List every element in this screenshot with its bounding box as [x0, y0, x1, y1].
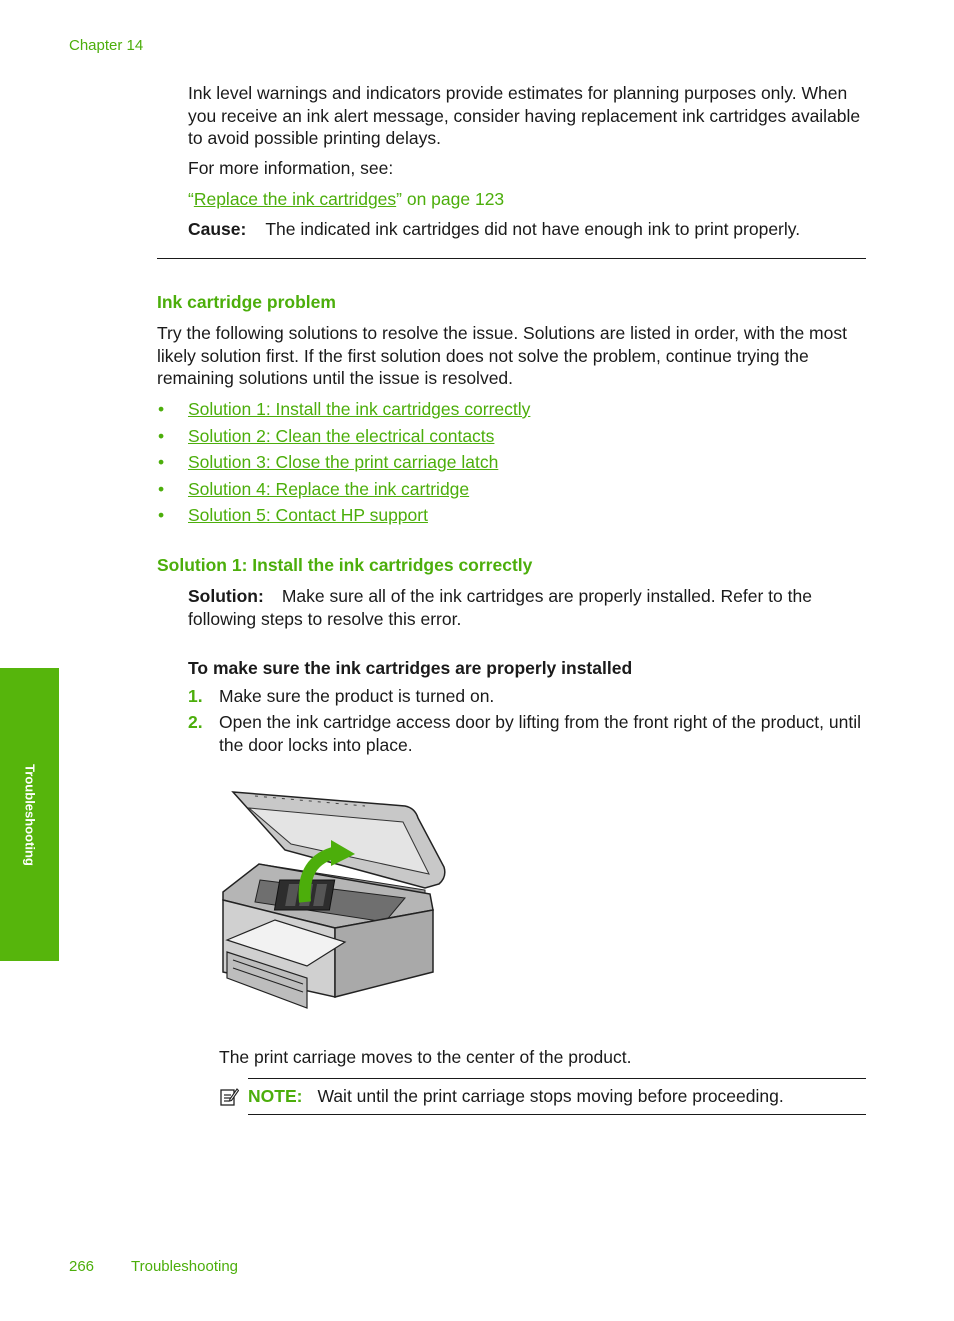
page-reference: ” on page 123	[396, 189, 505, 209]
replace-cartridges-link[interactable]: Replace the ink cartridges	[193, 189, 397, 209]
open-quote: “	[188, 189, 194, 209]
solution-3-link[interactable]: Solution 3: Close the print carriage latch	[188, 452, 499, 472]
solutions-list	[158, 398, 531, 531]
replace-cartridges-reference[interactable]	[188, 188, 504, 211]
list-item	[158, 451, 530, 478]
bullet: •	[158, 478, 165, 499]
bullet: •	[158, 425, 165, 446]
bullet: •	[158, 399, 165, 419]
list-item	[158, 425, 530, 452]
note-label: NOTE:	[248, 1086, 303, 1106]
section-title: Ink cartridge problem	[157, 292, 336, 312]
steps-list	[188, 685, 864, 757]
list-item	[158, 504, 530, 531]
step-number: 1.	[188, 686, 203, 706]
list-item	[158, 478, 530, 505]
note-top-rule	[248, 1078, 866, 1079]
procedure-title: To make sure the ink cartridges are properly installed	[188, 658, 633, 678]
cause-text: The indicated ink cartridges did not have enough ink to print properly.	[265, 219, 801, 239]
footer-section: Troubleshooting	[131, 1258, 239, 1275]
solution-text: Make sure all of the ink cartridges are properly installed. Refer to the following steps to resolve this error.	[188, 586, 812, 629]
step-item	[188, 711, 864, 757]
list-item	[158, 398, 531, 425]
note-line	[248, 1085, 784, 1108]
side-tab-label: Troubleshooting	[22, 763, 37, 866]
cause-line	[188, 218, 800, 241]
step-item	[188, 685, 864, 708]
solution-2-link[interactable]: Solution 2: Clean the electrical contacts	[188, 425, 495, 446]
section-divider	[157, 258, 866, 259]
figure-caption: The print carriage moves to the center of the product.	[219, 1047, 632, 1067]
step-number: 2.	[188, 712, 203, 732]
bullet: •	[158, 505, 165, 525]
section-description: Try the following solutions to resolve the issue. Solutions are listed in order, with the most likely solution first. If the first solution does not solve the problem, continue trying the remaining solutions until the issue is resolved.	[157, 323, 847, 388]
note-icon	[219, 1087, 239, 1107]
printer-illustration	[215, 782, 450, 1014]
step-text: Make sure the product is turned on.	[219, 686, 495, 706]
bullet: •	[158, 452, 165, 472]
chapter-header: Chapter 14	[69, 37, 144, 54]
solution-4-link[interactable]: Solution 4: Replace the ink cartridge	[188, 478, 470, 499]
solution-5-link[interactable]: Solution 5: Contact HP support	[188, 505, 428, 525]
more-info-text: For more information, see:	[188, 158, 394, 178]
side-tab	[0, 668, 59, 961]
solution-label: Solution:	[188, 586, 264, 606]
ink-warning-paragraph: Ink level warnings and indicators provide estimates for planning purposes only. When you receive an ink alert message, consider having replacement ink cartridges available to avoid possible printing delays.	[188, 83, 861, 148]
cause-label: Cause:	[188, 219, 247, 239]
note-text: Wait until the print carriage stops moving before proceeding.	[317, 1086, 784, 1106]
step-text: Open the ink cartridge access door by lifting from the front right of the product, until the door locks into place.	[219, 712, 861, 755]
solution-1-paragraph	[188, 585, 858, 630]
solution-1-link[interactable]: Solution 1: Install the ink cartridges correctly	[188, 399, 531, 419]
solution-1-title: Solution 1: Install the ink cartridges correctly	[157, 555, 533, 575]
page-number: 266	[69, 1258, 95, 1275]
note-bottom-rule	[248, 1114, 866, 1115]
